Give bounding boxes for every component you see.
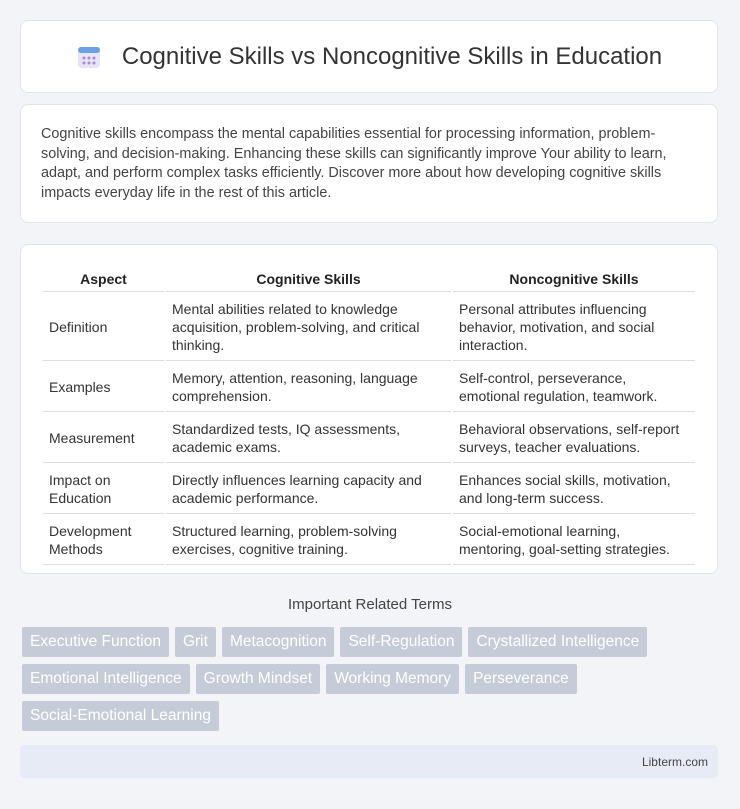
table-row [43,363,695,412]
cell-cognitive: Structured learning, problem-solving exercises, cognitive training. [166,516,451,565]
cell-aspect: Measurement [43,414,164,463]
cell-aspect: Impact on Education [43,465,164,514]
term-tag[interactable]: Growth Mindset [196,664,321,694]
term-tag[interactable]: Emotional Intelligence [22,664,190,694]
table-row [43,465,695,514]
header-noncognitive: Noncognitive Skills [453,267,695,292]
term-tag[interactable]: Metacognition [222,627,335,657]
footer-site-link[interactable]: Libterm.com [641,754,708,769]
title-card [20,20,718,93]
cell-cognitive: Directly influences learning capacity and academic performance. [166,465,451,514]
table-header-row [43,267,695,292]
cell-noncognitive: Self-control, perseverance, emotional regulation, teamwork. [453,363,695,412]
term-tag[interactable]: Perseverance [465,664,577,694]
footer [20,745,718,778]
intro-text: Cognitive skills encompass the mental capabilities essential for processing information, problem-solving, and decision-making. Enhancing these skills can significantly improve Your ability to learn, adapt, and perform complex tasks efficiently. Discover more about how developing cognitive skills impacts everyday life in the rest of this article. [41,126,667,201]
calendar-icon [76,44,102,70]
intro-card [20,104,718,223]
term-tag[interactable]: Grit [175,627,216,657]
cell-noncognitive: Social-emotional learning, mentoring, goal-setting strategies. [453,516,695,565]
page-title: Cognitive Skills vs Noncognitive Skills in Education [121,42,663,70]
cell-aspect: Development Methods [43,516,164,565]
comparison-card [20,244,718,574]
term-tag[interactable]: Executive Function [22,627,169,657]
related-terms-list [22,627,702,738]
cell-noncognitive: Enhances social skills, motivation, and long-term success. [453,465,695,514]
cell-cognitive: Memory, attention, reasoning, language comprehension. [166,363,451,412]
cell-noncognitive: Personal attributes influencing behavior, motivation, and social interaction. [453,294,695,361]
header-cognitive: Cognitive Skills [166,267,451,292]
header-aspect: Aspect [43,267,164,292]
term-tag[interactable]: Social-Emotional Learning [22,701,219,731]
term-tag[interactable]: Crystallized Intelligence [468,627,647,657]
cell-aspect: Examples [43,363,164,412]
term-tag[interactable]: Working Memory [326,664,459,694]
table-row [43,294,695,361]
term-tag[interactable]: Self-Regulation [340,627,462,657]
cell-cognitive: Standardized tests, IQ assessments, academic exams. [166,414,451,463]
cell-aspect: Definition [43,294,164,361]
cell-cognitive: Mental abilities related to knowledge acquisition, problem-solving, and critical thinking. [166,294,451,361]
related-terms-title: Important Related Terms [288,596,452,613]
comparison-table [41,265,697,567]
cell-noncognitive: Behavioral observations, self-report surveys, teacher evaluations. [453,414,695,463]
table-row [43,516,695,565]
table-row [43,414,695,463]
